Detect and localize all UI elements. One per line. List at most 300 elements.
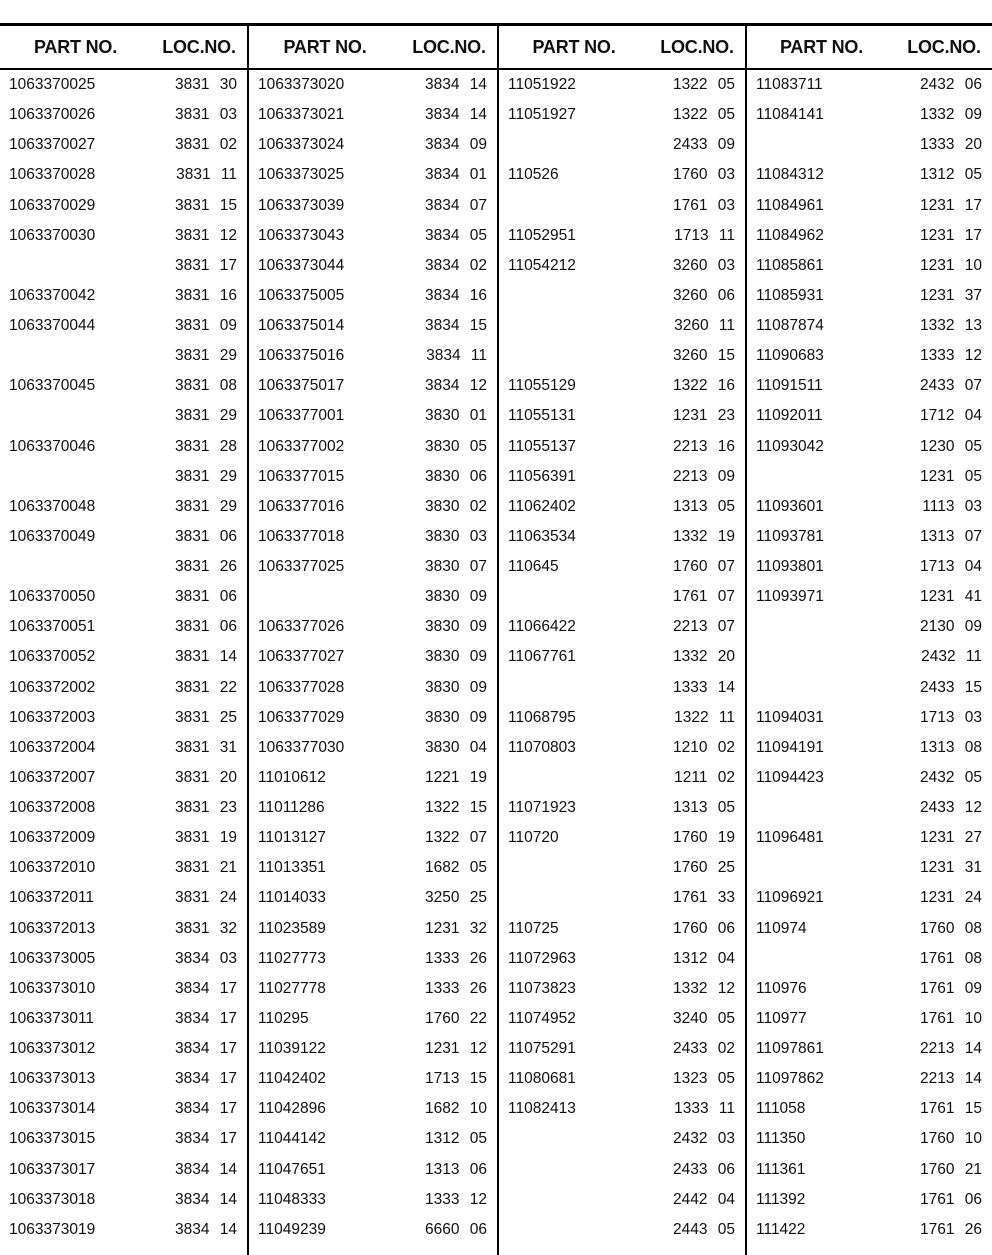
table-row (499, 281, 745, 311)
table-row (249, 1094, 497, 1124)
location-number: 3834 09 (424, 136, 487, 154)
part-number: 1063377029 (258, 708, 345, 726)
part-number: 1063370025 (9, 76, 96, 94)
part-number: 1063370028 (9, 166, 96, 184)
location-number: 1230 05 (919, 437, 982, 455)
table-row (747, 311, 992, 341)
part-no-header: PART NO. (779, 36, 864, 57)
table-row (499, 70, 745, 100)
location-number: 2433 06 (672, 1160, 735, 1178)
location-number: 2433 02 (672, 1040, 735, 1058)
part-number: 111392 (756, 1190, 806, 1208)
part-number: 11084312 (756, 166, 824, 184)
table-row (249, 1155, 497, 1185)
column-1 (0, 26, 247, 1255)
location-number: 3831 29 (174, 407, 237, 425)
location-number: 1761 15 (919, 1100, 982, 1118)
part-number: 11047651 (258, 1160, 326, 1178)
location-number: 1761 33 (672, 889, 735, 907)
table-row (747, 793, 992, 823)
location-number: 3831 06 (174, 588, 237, 606)
location-number: 1760 10 (919, 1130, 982, 1148)
part-number: 1063372007 (9, 768, 96, 786)
part-number: 11051922 (508, 76, 576, 94)
location-number: 1231 31 (919, 859, 982, 877)
part-number: 11042402 (258, 1070, 326, 1088)
location-number: 1322 05 (672, 76, 735, 94)
table-row (499, 100, 745, 130)
part-number: 1063373012 (9, 1040, 96, 1058)
part-number: 1063373039 (258, 196, 345, 214)
table-row (747, 974, 992, 1004)
table-row (0, 1185, 247, 1215)
location-number: 1231 17 (919, 226, 982, 244)
table-row (0, 1215, 247, 1245)
location-number: 1113 03 (922, 497, 982, 515)
part-number: 11094191 (756, 738, 824, 756)
location-number: 2213 09 (672, 467, 735, 485)
part-number: 111058 (756, 1100, 806, 1118)
location-number: 3831 31 (174, 738, 237, 756)
table-row (747, 492, 992, 522)
part-number: 1063370050 (9, 588, 96, 606)
part-number: 11097862 (756, 1070, 824, 1088)
part-number: 11055131 (508, 407, 576, 425)
table-row (0, 1094, 247, 1124)
parts-index-table (0, 26, 992, 1255)
location-number: 1760 07 (672, 558, 735, 576)
table-row (249, 793, 497, 823)
location-number: 1332 09 (919, 106, 982, 124)
rows (499, 70, 745, 1245)
table-row (747, 883, 992, 913)
table-row (499, 311, 745, 341)
table-row (499, 130, 745, 160)
table-row (747, 914, 992, 944)
part-number: 110295 (258, 1009, 309, 1027)
location-number: 3834 14 (174, 1220, 237, 1238)
part-number: 11062402 (508, 497, 576, 515)
location-number: 1682 10 (424, 1100, 487, 1118)
part-number: 1063373014 (9, 1100, 96, 1118)
location-number: 1332 13 (919, 317, 982, 335)
location-number: 3831 29 (174, 497, 237, 515)
part-number: 1063377018 (258, 527, 345, 545)
location-number: 3834 17 (174, 1130, 237, 1148)
table-row (249, 1064, 497, 1094)
table-row (249, 612, 497, 642)
part-number: 1063373020 (258, 76, 345, 94)
table-row (0, 914, 247, 944)
location-number: 1231 37 (919, 286, 982, 304)
part-number: 1063372003 (9, 708, 96, 726)
location-number: 2433 09 (672, 136, 735, 154)
part-number: 11049239 (258, 1220, 326, 1238)
location-number: 3831 32 (174, 919, 237, 937)
location-number: 1333 11 (674, 1100, 735, 1118)
table-row (0, 853, 247, 883)
table-row (499, 793, 745, 823)
location-number: 3831 06 (174, 527, 237, 545)
table-row (0, 883, 247, 913)
column-4 (745, 26, 992, 1255)
part-number: 1063375005 (258, 286, 345, 304)
table-row (499, 160, 745, 190)
location-number: 2433 15 (919, 678, 982, 696)
part-number: 110720 (508, 829, 559, 847)
location-number: 2443 05 (672, 1220, 735, 1238)
table-row (747, 763, 992, 793)
table-row (747, 1215, 992, 1245)
table-row (747, 401, 992, 431)
part-number: 11072963 (508, 949, 576, 967)
part-number: 11066422 (508, 618, 576, 636)
location-number: 3831 03 (174, 106, 237, 124)
part-no-header: PART NO. (532, 36, 616, 57)
location-number: 3831 22 (174, 678, 237, 696)
location-number: 1761 06 (919, 1190, 982, 1208)
location-number: 3831 21 (174, 859, 237, 877)
part-number: 1063377001 (258, 407, 345, 425)
part-number: 1063373021 (258, 106, 345, 124)
part-number: 11044142 (258, 1130, 326, 1148)
location-number: 3834 03 (174, 949, 237, 967)
location-number: 1712 04 (919, 407, 982, 425)
location-number: 2213 16 (672, 437, 735, 455)
table-row (499, 1155, 745, 1185)
table-row (249, 914, 497, 944)
location-number: 1713 15 (424, 1070, 487, 1088)
part-number: 11014033 (258, 889, 326, 907)
part-number: 11096921 (756, 889, 824, 907)
table-row (249, 1215, 497, 1245)
location-number: 2213 07 (672, 618, 735, 636)
part-number: 11051927 (508, 106, 576, 124)
part-no-header: PART NO. (33, 36, 118, 57)
table-row (249, 191, 497, 221)
part-number: 11085861 (756, 256, 824, 274)
part-number: 11011286 (258, 799, 325, 817)
part-number: 1063370030 (9, 226, 96, 244)
part-number: 1063372009 (9, 829, 96, 847)
part-number: 11085931 (756, 286, 824, 304)
table-row (249, 251, 497, 281)
part-number: 11090683 (756, 347, 824, 365)
part-number: 110526 (508, 166, 559, 184)
part-number: 11084962 (756, 226, 824, 244)
table-row (0, 160, 247, 190)
part-number: 1063373024 (258, 136, 345, 154)
location-number: 3830 09 (424, 708, 487, 726)
location-number: 1231 12 (424, 1040, 487, 1058)
location-number: 3831 24 (174, 889, 237, 907)
table-row (747, 281, 992, 311)
part-number: 11052951 (508, 226, 576, 244)
location-number: 3830 02 (424, 497, 487, 515)
location-number: 3831 29 (174, 467, 237, 485)
part-number: 11013127 (258, 829, 326, 847)
table-row (747, 191, 992, 221)
table-row (499, 1185, 745, 1215)
location-number: 1312 05 (919, 166, 982, 184)
part-number: 1063373010 (9, 979, 96, 997)
part-number: 1063373005 (9, 949, 96, 967)
location-number: 1312 05 (424, 1130, 487, 1148)
location-number: 3834 17 (174, 979, 237, 997)
table-row (747, 221, 992, 251)
part-number: 1063370051 (9, 618, 96, 636)
location-number: 3831 06 (174, 618, 237, 636)
location-number: 3831 26 (174, 558, 237, 576)
part-number: 11063534 (508, 527, 576, 545)
part-number: 1063370027 (9, 136, 96, 154)
part-number: 1063372002 (9, 678, 96, 696)
table-row (499, 522, 745, 552)
table-row (747, 1185, 992, 1215)
location-number: 3831 25 (174, 708, 237, 726)
location-number: 1312 04 (672, 949, 735, 967)
location-number: 1231 05 (919, 467, 982, 485)
table-row (0, 522, 247, 552)
location-number: 3260 06 (672, 286, 735, 304)
location-number: 3831 17 (174, 256, 237, 274)
table-row (499, 642, 745, 672)
table-row (249, 703, 497, 733)
part-number: 11097861 (756, 1040, 824, 1058)
location-number: 3250 25 (424, 889, 487, 907)
table-row (0, 703, 247, 733)
table-row (747, 70, 992, 100)
location-number: 3831 28 (174, 437, 237, 455)
part-number: 11092011 (756, 407, 823, 425)
table-row (0, 251, 247, 281)
location-number: 3830 09 (424, 648, 487, 666)
table-row (249, 341, 497, 371)
location-number: 1760 06 (672, 919, 735, 937)
location-number: 1761 10 (919, 1009, 982, 1027)
part-number: 11067761 (508, 648, 576, 666)
column-header (499, 26, 745, 70)
part-number: 1063370048 (9, 497, 96, 515)
part-number: 111350 (756, 1130, 806, 1148)
table-row (499, 371, 745, 401)
location-number: 3830 05 (424, 437, 487, 455)
table-row (0, 642, 247, 672)
loc-no-header: LOC.NO. (412, 36, 486, 57)
part-number: 110974 (756, 919, 807, 937)
table-row (249, 70, 497, 100)
location-number: 2433 07 (919, 377, 982, 395)
location-number: 3834 01 (424, 166, 487, 184)
part-number: 11094423 (756, 768, 824, 786)
location-number: 3834 11 (426, 347, 487, 365)
table-row (499, 763, 745, 793)
location-number: 1760 03 (672, 166, 735, 184)
location-number: 3834 14 (174, 1160, 237, 1178)
location-number: 3830 07 (424, 558, 487, 576)
table-row (0, 1064, 247, 1094)
part-number: 1063377030 (258, 738, 345, 756)
table-row (747, 853, 992, 883)
location-number: 2213 14 (919, 1070, 982, 1088)
location-number: 1332 12 (672, 979, 735, 997)
table-row (249, 100, 497, 130)
table-row (0, 612, 247, 642)
part-number: 1063372010 (9, 859, 96, 877)
table-row (0, 733, 247, 763)
location-number: 1231 10 (919, 256, 982, 274)
table-row (747, 582, 992, 612)
table-row (0, 1034, 247, 1064)
part-number: 1063377016 (258, 497, 345, 515)
table-row (0, 974, 247, 1004)
location-number: 1333 26 (424, 949, 487, 967)
table-row (249, 944, 497, 974)
location-number: 1333 26 (424, 979, 487, 997)
location-number: 1231 27 (919, 829, 982, 847)
location-number: 1333 14 (672, 678, 735, 696)
location-number: 3831 14 (174, 648, 237, 666)
table-row (747, 612, 992, 642)
part-number: 1063375014 (258, 317, 345, 335)
part-number: 11094031 (756, 708, 824, 726)
table-row (0, 401, 247, 431)
table-row (747, 1094, 992, 1124)
part-number: 110645 (508, 558, 559, 576)
location-number: 3834 14 (424, 76, 487, 94)
location-number: 3830 09 (424, 588, 487, 606)
location-number: 1231 23 (672, 407, 735, 425)
part-number: 11010612 (258, 768, 326, 786)
part-number: 110977 (756, 1009, 807, 1027)
location-number: 1333 12 (919, 347, 982, 365)
table-row (249, 311, 497, 341)
table-row (499, 221, 745, 251)
location-number: 2432 06 (919, 76, 982, 94)
table-row (499, 552, 745, 582)
location-number: 3831 15 (174, 196, 237, 214)
part-number: 11091511 (756, 377, 823, 395)
location-number: 2130 09 (919, 618, 982, 636)
part-number: 111361 (756, 1160, 806, 1178)
location-number: 3830 01 (424, 407, 487, 425)
table-row (0, 462, 247, 492)
table-row (747, 1004, 992, 1034)
table-row (499, 673, 745, 703)
location-number: 1313 07 (919, 527, 982, 545)
table-row (249, 642, 497, 672)
location-number: 2442 04 (672, 1190, 735, 1208)
location-number: 3831 29 (174, 347, 237, 365)
part-number: 1063373044 (258, 256, 345, 274)
part-number: 1063370029 (9, 196, 96, 214)
part-number: 1063372013 (9, 919, 96, 937)
table-row (499, 341, 745, 371)
location-number: 3831 20 (174, 768, 237, 786)
part-number: 1063373015 (9, 1130, 96, 1148)
location-number: 3260 15 (672, 347, 735, 365)
location-number: 3831 23 (174, 799, 237, 817)
part-number: 1063370044 (9, 317, 96, 335)
part-number: 11068795 (508, 708, 576, 726)
table-row (499, 944, 745, 974)
location-number: 3834 16 (424, 286, 487, 304)
table-row (499, 462, 745, 492)
location-number: 1313 05 (672, 799, 735, 817)
part-number: 1063373043 (258, 226, 345, 244)
part-number: 11093781 (756, 527, 824, 545)
table-row (0, 281, 247, 311)
location-number: 1333 20 (919, 136, 982, 154)
part-number: 1063370049 (9, 527, 96, 545)
table-row (499, 1034, 745, 1064)
table-row (747, 673, 992, 703)
table-row (0, 191, 247, 221)
table-row (499, 1215, 745, 1245)
table-row (747, 1155, 992, 1185)
table-row (0, 130, 247, 160)
location-number: 1682 05 (424, 859, 487, 877)
part-no-header: PART NO. (283, 36, 367, 57)
location-number: 1760 21 (919, 1160, 982, 1178)
table-row (0, 100, 247, 130)
location-number: 1313 06 (424, 1160, 487, 1178)
location-number: 3834 17 (174, 1070, 237, 1088)
table-row (249, 281, 497, 311)
location-number: 3831 16 (174, 286, 237, 304)
table-row (499, 432, 745, 462)
table-row (249, 582, 497, 612)
table-row (0, 763, 247, 793)
location-number: 3834 17 (174, 1009, 237, 1027)
table-row (0, 944, 247, 974)
location-number: 1211 02 (674, 768, 735, 786)
part-number: 11054212 (508, 256, 576, 274)
location-number: 1761 03 (672, 196, 735, 214)
location-number: 1760 08 (919, 919, 982, 937)
location-number: 2432 03 (672, 1130, 735, 1148)
location-number: 3831 08 (174, 377, 237, 395)
table-row (0, 221, 247, 251)
table-row (747, 251, 992, 281)
part-number: 11087874 (756, 317, 824, 335)
table-row (249, 883, 497, 913)
table-row (747, 371, 992, 401)
location-number: 1713 11 (674, 226, 735, 244)
table-row (249, 492, 497, 522)
table-row (249, 130, 497, 160)
part-number: 1063372008 (9, 799, 96, 817)
table-row (747, 1124, 992, 1154)
table-row (249, 1185, 497, 1215)
location-number: 1761 26 (919, 1220, 982, 1238)
table-row (499, 823, 745, 853)
table-row (249, 823, 497, 853)
table-row (249, 401, 497, 431)
part-number: 1063377025 (258, 558, 345, 576)
table-row (0, 582, 247, 612)
location-number: 1322 16 (672, 377, 735, 395)
part-number: 11055137 (508, 437, 576, 455)
part-number: 11056391 (508, 467, 576, 485)
part-number: 11055129 (508, 377, 576, 395)
location-number: 3831 02 (174, 136, 237, 154)
table-row (249, 462, 497, 492)
part-number: 1063370046 (9, 437, 96, 455)
location-number: 3240 05 (672, 1009, 735, 1027)
location-number: 3831 30 (174, 76, 237, 94)
location-number: 1761 08 (919, 949, 982, 967)
